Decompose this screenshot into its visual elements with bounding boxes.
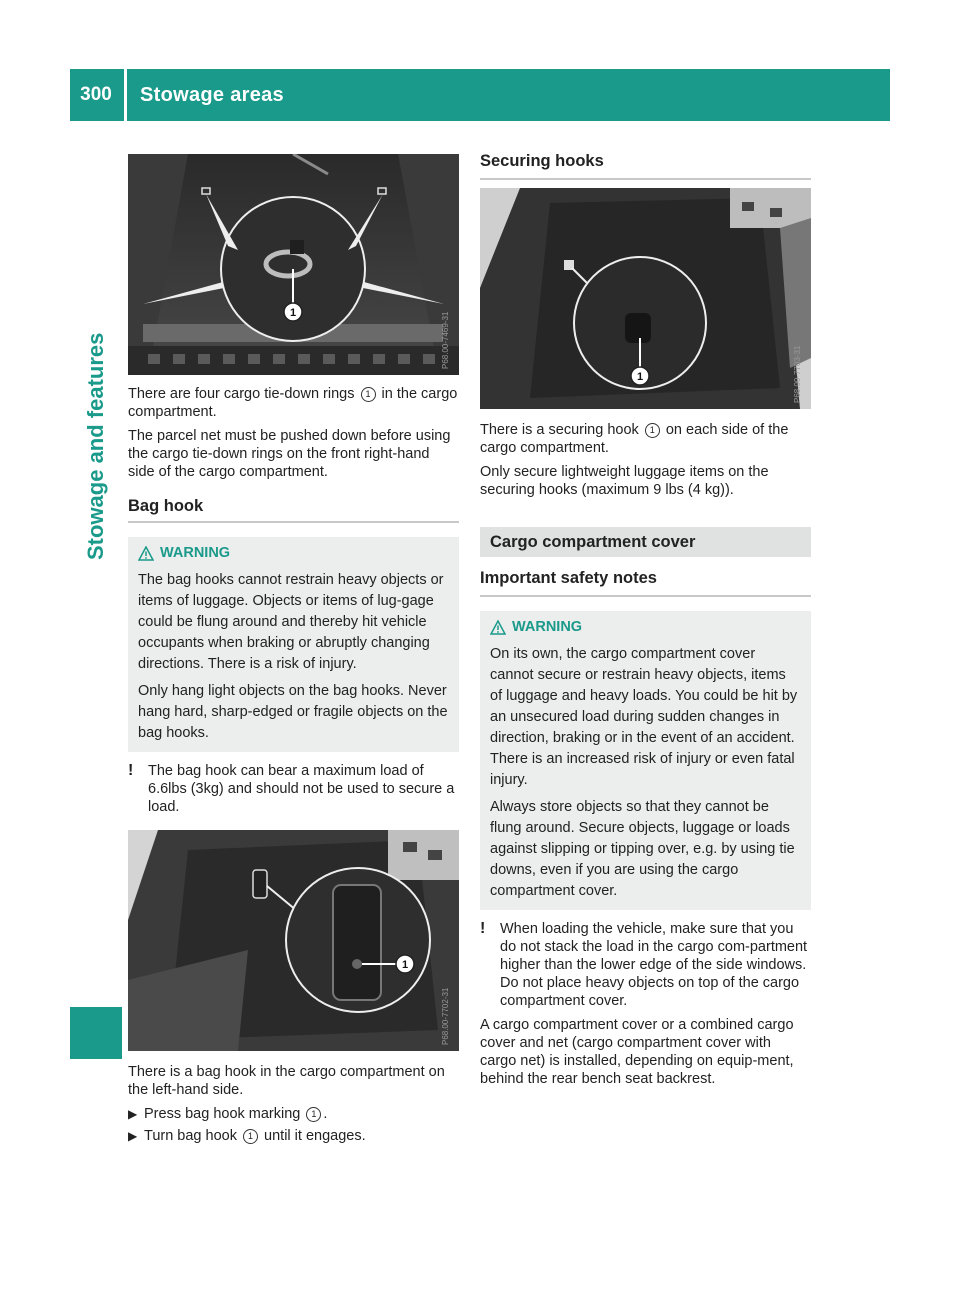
warning-text-2: Always store objects so that they cannot be flung around. Secure objects, luggage or loads against slipping or tipping over, e.g. by using tie downs, even if you are using the cargo compartment cover. bbox=[490, 799, 795, 899]
warning-triangle-icon bbox=[490, 620, 506, 635]
left-column bbox=[128, 154, 459, 1149]
marker-1-label: 1 bbox=[401, 959, 409, 971]
marker-1-icon: 1 bbox=[645, 423, 660, 438]
divider bbox=[480, 595, 811, 597]
exclamation-icon: ! bbox=[480, 920, 486, 937]
right-column bbox=[480, 152, 811, 1094]
marker-1-label: 1 bbox=[636, 371, 644, 383]
side-tab-label: Stowage and features bbox=[83, 332, 108, 560]
warning-text-1: The bag hooks cannot restrain heavy objects or items of luggage. Objects or items of lug-gage could be flung around and thereby hit vehicle occupants when braking or abruptly changing directions. There is a risk of injury. bbox=[138, 572, 444, 672]
image-code-label: P68.00-7702-31 bbox=[441, 987, 450, 1045]
image-code-label: P68.00-7469-31 bbox=[441, 311, 450, 369]
marker-1-label: 1 bbox=[289, 307, 297, 319]
bag-hook-heading: Bag hook bbox=[128, 497, 204, 515]
divider bbox=[128, 521, 459, 523]
page-title: Stowage areas bbox=[140, 84, 284, 106]
warning-label: WARNING bbox=[160, 545, 231, 561]
securing-hook-image bbox=[480, 188, 811, 409]
marker-1-icon: 1 bbox=[361, 387, 376, 402]
securing-paragraph-2: Only secure lightweight luggage items on the securing hooks (maximum 9 lbs (4 kg)). bbox=[480, 464, 769, 498]
bag-hook-warning bbox=[128, 537, 459, 752]
header-divider bbox=[124, 69, 127, 121]
step-1: ▶ Press bag hook marking 1 . bbox=[128, 1106, 328, 1122]
side-tab-marker bbox=[70, 1007, 122, 1059]
divider bbox=[480, 178, 811, 180]
image-code-label: P68.00-7703-31 bbox=[793, 345, 802, 403]
bag-hook-image bbox=[128, 830, 459, 1051]
securing-paragraph-1: There is a securing hook 1 on each side of the cargo compartment. bbox=[480, 422, 789, 456]
tie-down-paragraph-1: There are four cargo tie-down rings 1 in the cargo compartment. bbox=[128, 386, 458, 420]
warning-label: WARNING bbox=[512, 619, 583, 635]
arrow-right-icon: ▶ bbox=[128, 1129, 138, 1143]
tie-down-rings-image bbox=[128, 154, 459, 375]
cover-notice bbox=[480, 920, 811, 1010]
step-2: ▶ Turn bag hook 1 until it engages. bbox=[128, 1128, 366, 1144]
marker-1-icon: 1 bbox=[243, 1129, 258, 1144]
marker-1-icon: 1 bbox=[306, 1107, 321, 1122]
exclamation-icon: ! bbox=[128, 762, 134, 779]
securing-hooks-heading: Securing hooks bbox=[480, 152, 604, 170]
bag-hook-description: There is a bag hook in the cargo compartment on the left-hand side. bbox=[128, 1064, 445, 1098]
bag-hook-notice bbox=[128, 762, 459, 816]
cover-warning bbox=[480, 611, 811, 910]
page-number: 300 bbox=[80, 84, 112, 105]
cover-paragraph: A cargo compartment cover or a combined cargo cover and net (cargo compartment cover with cargo net) is installed, depending on equip-ment, behind the rear bench seat backrest. bbox=[480, 1017, 794, 1087]
notice-text: The bag hook can bear a maximum load of 6.6lbs (3kg) and should not be used to secure a load. bbox=[148, 763, 455, 815]
warning-text-2: Only hang light objects on the bag hooks. Never hang hard, sharp-edged or fragile objects on the bag hooks. bbox=[138, 683, 448, 741]
arrow-right-icon: ▶ bbox=[128, 1107, 138, 1121]
warning-text-1: On its own, the cargo compartment cover cannot secure or restrain heavy objects, items of luggage and heavy loads. You could be hit by an unsecured load during sudden changes in direction, braking or in the event of an accident. There is an increased risk of injury or even fatal injury. bbox=[490, 646, 798, 788]
warning-triangle-icon bbox=[138, 546, 154, 561]
tie-down-paragraph-2: The parcel net must be pushed down before using the cargo tie-down rings on the front right-hand side of the cargo compartment. bbox=[128, 428, 451, 480]
section-title: Cargo compartment cover bbox=[480, 527, 811, 557]
safety-notes-heading: Important safety notes bbox=[480, 569, 657, 587]
notice-text: When loading the vehicle, make sure that you do not stack the load in the cargo com-partment higher than the lower edge of the side windows. Do not place heavy objects on top of the cargo compartment cover. bbox=[500, 921, 808, 1009]
